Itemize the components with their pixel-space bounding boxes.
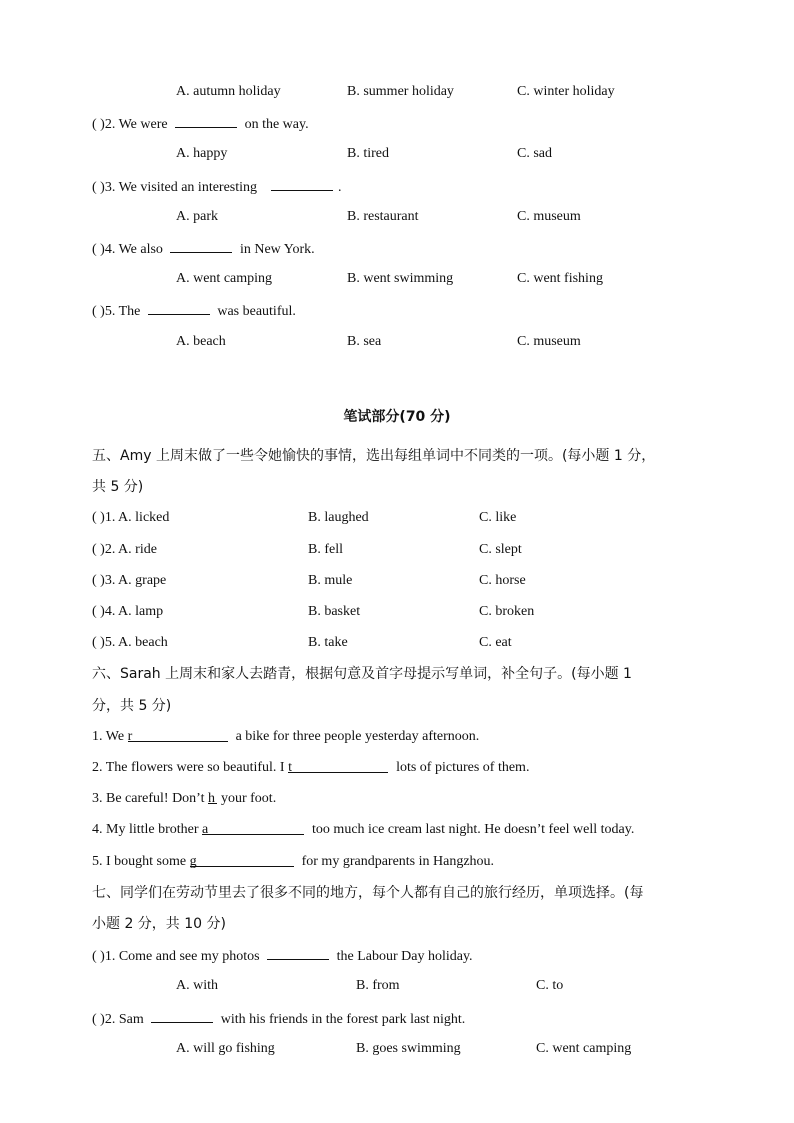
section6-heading: 六、Sarah 上周末和家人去踏青，根据句意及首字母提示写单词，补全句子。(每小题 1 (92, 666, 632, 682)
answer-blank[interactable] (267, 945, 329, 960)
section6-item-4 (92, 820, 634, 840)
answer-blank[interactable] (208, 789, 217, 804)
answer-blank[interactable] (175, 113, 237, 128)
section6-item-2 (92, 758, 529, 778)
option-c: C. sad (517, 146, 552, 161)
option-a: A. autumn holiday (176, 84, 281, 99)
answer-blank[interactable] (170, 238, 232, 253)
answer-blank[interactable] (271, 176, 333, 191)
section5-heading: 五、Amy 上周末做了一些令她愉快的事情，选出每组单词中不同类的一项。(每小题 1 分， (92, 448, 656, 464)
section5-item-b: B. laughed (308, 510, 369, 525)
answer-blank[interactable] (190, 852, 294, 867)
sentence-end: a bike for three people yesterday afternoon. (235, 729, 480, 744)
option-b: B. restaurant (347, 209, 419, 224)
question-text-end: in New York. (239, 242, 315, 257)
sentence-start: 4. My little brother (92, 822, 203, 837)
option-c: C. went camping (536, 1041, 632, 1056)
option-b: B. goes swimming (356, 1041, 461, 1056)
option-c: C. museum (517, 209, 581, 224)
answer-blank[interactable] (151, 1008, 213, 1023)
section7-heading: 七、同学们在劳动节里去了很多不同的地方，每个人都有自己的旅行经历，单项选择。(每 (92, 885, 644, 901)
section5-item-c: C. broken (479, 604, 535, 619)
option-a: A. beach (176, 334, 226, 349)
section5-item-c: C. eat (479, 635, 512, 650)
section5-item-c: C. horse (479, 573, 526, 588)
answer-blank[interactable] (288, 758, 388, 773)
question-text: ( )4. We also (92, 242, 163, 257)
option-a: A. with (176, 978, 218, 993)
sentence-end: lots of pictures of them. (396, 760, 530, 775)
section5-item-b: B. take (308, 635, 348, 650)
hint-letter: h (207, 791, 215, 806)
section5-item-b: B. fell (308, 542, 343, 557)
question-text: ( )5. The (92, 304, 141, 319)
sentence-end: for my grandparents in Hangzhou. (301, 854, 495, 869)
option-c: C. winter holiday (517, 84, 615, 99)
question-text-end: . (338, 180, 342, 195)
listening-question-2 (92, 113, 309, 135)
hint-letter: a (202, 822, 209, 837)
section5-item-a: ( )1. A. licked (92, 510, 170, 525)
option-b: B. sea (347, 334, 382, 349)
section5-item-c: C. like (479, 510, 517, 525)
option-b: B. summer holiday (347, 84, 454, 99)
section5-item-a: ( )4. A. lamp (92, 604, 164, 619)
sentence-start: 3. Be careful! Don’t (92, 791, 208, 806)
section5-item-a: ( )5. A. beach (92, 635, 168, 650)
answer-blank[interactable] (202, 820, 304, 835)
sentence-start: 2. The flowers were so beautiful. I (92, 760, 289, 775)
hint-letter: t (288, 760, 292, 775)
option-b: B. tired (347, 146, 389, 161)
hint-letter: g (189, 854, 197, 869)
section7-question-1 (92, 945, 473, 967)
section6-item-3 (92, 789, 276, 809)
answer-blank[interactable] (148, 300, 210, 315)
section5-item-c: C. slept (479, 542, 522, 557)
question-text-end: on the way. (244, 117, 309, 132)
section6-heading-cont: 分，共 5 分) (92, 698, 172, 714)
section5-heading-cont: 共 5 分) (92, 479, 144, 495)
option-a: A. will go fishing (176, 1041, 275, 1056)
option-b: B. went swimming (347, 271, 454, 286)
option-c: C. to (536, 978, 564, 993)
written-part-title: 笔试部分(70 分) (343, 409, 451, 425)
question-text-end: was beautiful. (217, 304, 296, 319)
section5-item-a: ( )2. A. ride (92, 542, 157, 557)
question-text-end: the Labour Day holiday. (336, 949, 473, 964)
section6-item-5 (92, 852, 494, 872)
listening-question-5 (92, 300, 296, 322)
sentence-start: 5. I bought some (92, 854, 190, 869)
question-text: ( )3. We visited an interesting (92, 180, 258, 195)
option-c: C. went fishing (517, 271, 603, 286)
answer-blank[interactable] (128, 727, 228, 742)
section5-item-a: ( )3. A. grape (92, 573, 167, 588)
section7-heading-cont: 小题 2 分，共 10 分) (92, 916, 226, 932)
option-a: A. happy (176, 146, 228, 161)
section5-item-b: B. mule (308, 573, 353, 588)
option-a: A. park (176, 209, 218, 224)
question-text: ( )2. We were (92, 117, 168, 132)
section6-item-1 (92, 727, 479, 747)
sentence-end: your foot. (220, 791, 277, 806)
sentence-end: too much ice cream last night. He doesn’t feel well today. (312, 822, 635, 837)
hint-letter: r (127, 729, 133, 744)
listening-question-4 (92, 238, 315, 260)
sentence-start: 1. We (92, 729, 128, 744)
section5-item-b: B. basket (308, 604, 361, 619)
question-text-end: with his friends in the forest park last night. (220, 1012, 466, 1027)
question-text: ( )1. Come and see my photos (92, 949, 260, 964)
option-c: C. museum (517, 334, 581, 349)
listening-question-3 (92, 176, 342, 198)
question-text: ( )2. Sam (92, 1012, 144, 1027)
section7-question-2 (92, 1008, 465, 1030)
option-b: B. from (356, 978, 400, 993)
option-a: A. went camping (176, 271, 273, 286)
